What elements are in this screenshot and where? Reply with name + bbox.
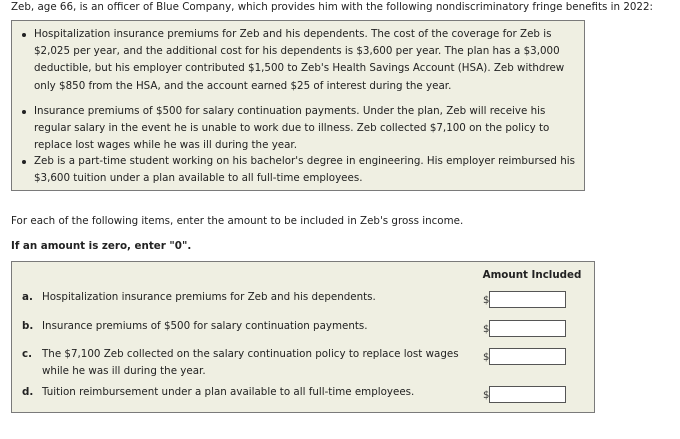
row-letter: d.	[22, 386, 34, 398]
row-question: The $7,100 Zeb collected on the salary continuation policy to replace lost wages while he was ill during the year.	[42, 348, 459, 377]
benefit-item-salary-continuation	[34, 103, 579, 155]
row-question: Hospitalization insurance premiums for Zeb and his dependents.	[42, 291, 376, 303]
row-question: Insurance premiums of $500 for salary continuation payments.	[42, 320, 368, 332]
benefit-item-hospitalization	[34, 26, 579, 95]
currency-symbol: $	[483, 390, 490, 401]
zero-amount-note: If an amount is zero, enter "0".	[11, 240, 192, 252]
bullet-icon	[22, 33, 26, 37]
amount-input-c[interactable]	[489, 348, 566, 365]
currency-symbol: $	[483, 295, 490, 306]
amount-input-b[interactable]	[489, 320, 566, 337]
row-letter: c.	[22, 348, 33, 360]
bullet-icon	[22, 160, 26, 164]
row-question: Tuition reimbursement under a plan available to all full-time employees.	[42, 386, 415, 398]
amount-input-d[interactable]	[489, 386, 566, 403]
currency-symbol: $	[483, 352, 490, 363]
row-letter: b.	[22, 320, 34, 332]
benefit-text: Insurance premiums of $500 for salary continuation payments. Under the plan, Zeb will receive his regular salary in the event he is unable to work due to illness. Zeb collected $7,100 on the policy to replace lost wages while he was ill during the year.	[34, 105, 550, 152]
amount-included-header: Amount Included	[482, 269, 582, 281]
fringe-benefits-box	[11, 20, 585, 191]
intro-text: Zeb, age 66, is an officer of Blue Company, which provides him with the following nondiscriminatory fringe benefits in 2022:	[11, 1, 653, 13]
row-letter: a.	[22, 291, 33, 303]
amount-input-a[interactable]	[489, 291, 566, 308]
benefit-text: Hospitalization insurance premiums for Zeb and his dependents. The cost of the coverage for Zeb is $2,025 per year, and the additional cost for his dependents is $3,600 per year. The plan has a $3,000 deductible, but his employer contributed $1,500 to Zeb's Health Savings Account (HSA). Zeb withdrew only $850 from the HSA, and the account earned $25 of interest during the year.	[34, 28, 565, 92]
benefit-item-tuition	[34, 153, 579, 187]
instructions-text: For each of the following items, enter the amount to be included in Zeb's gross income.	[11, 215, 464, 227]
benefit-text: Zeb is a part-time student working on his bachelor's degree in engineering. His employer reimbursed his $3,600 tuition under a plan available to all full-time employees.	[34, 155, 575, 185]
bullet-icon	[22, 110, 26, 114]
answer-table	[11, 261, 595, 413]
currency-symbol: $	[483, 324, 490, 335]
